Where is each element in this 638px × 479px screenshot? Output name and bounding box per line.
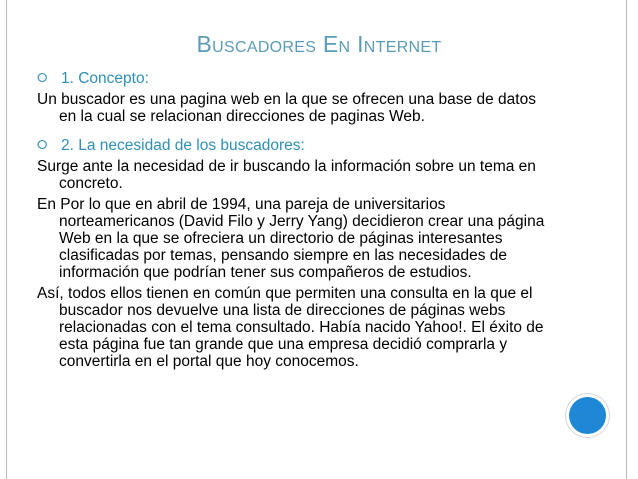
- decorative-circle: [569, 397, 606, 434]
- paragraph: Así, todos ellos tienen en común que permiten una consulta en la que el buscador nos devuelve una lista de direcciones de páginas webs relacionadas con el tema consultado. Había nacido Yahoo!. El éxito de esta página fue tan grande que una empresa decidió comprarla y convertirla en el portal que hoy conocemos.: [37, 285, 544, 370]
- right-border-line: [626, 0, 627, 479]
- paragraph: En Por lo que en abril de 1994, una pareja de universitarios norteamericanos (David Filo y Jerry Yang) decidieron crear una página Web en la que se ofreciera un directorio de páginas interesantes clasificadas por temas, pensando siempre en las necesidades de información que podrían tener sus compañeros de estudios.: [37, 196, 545, 281]
- bullet-label: 2. La necesidad de los buscadores:: [61, 137, 305, 154]
- slide-body: [37, 70, 557, 370]
- ring-bullet-icon: ⭘: [37, 71, 48, 86]
- left-border-line: [6, 0, 7, 479]
- bullet-label: 1. Concepto:: [61, 70, 149, 87]
- bullet-necesidad: [37, 137, 557, 154]
- paragraph: Surge ante la necesidad de ir buscando la información sobre un tema en concreto.: [37, 158, 536, 192]
- slide-title: Buscadores En Internet: [196, 31, 442, 57]
- bullet-concepto: [37, 70, 557, 87]
- ring-bullet-icon: ⭘: [37, 138, 48, 153]
- paragraph: Un buscador es una pagina web en la que se ofrecen una base de datos en la cual se relacionan direcciones de paginas Web.: [37, 91, 536, 125]
